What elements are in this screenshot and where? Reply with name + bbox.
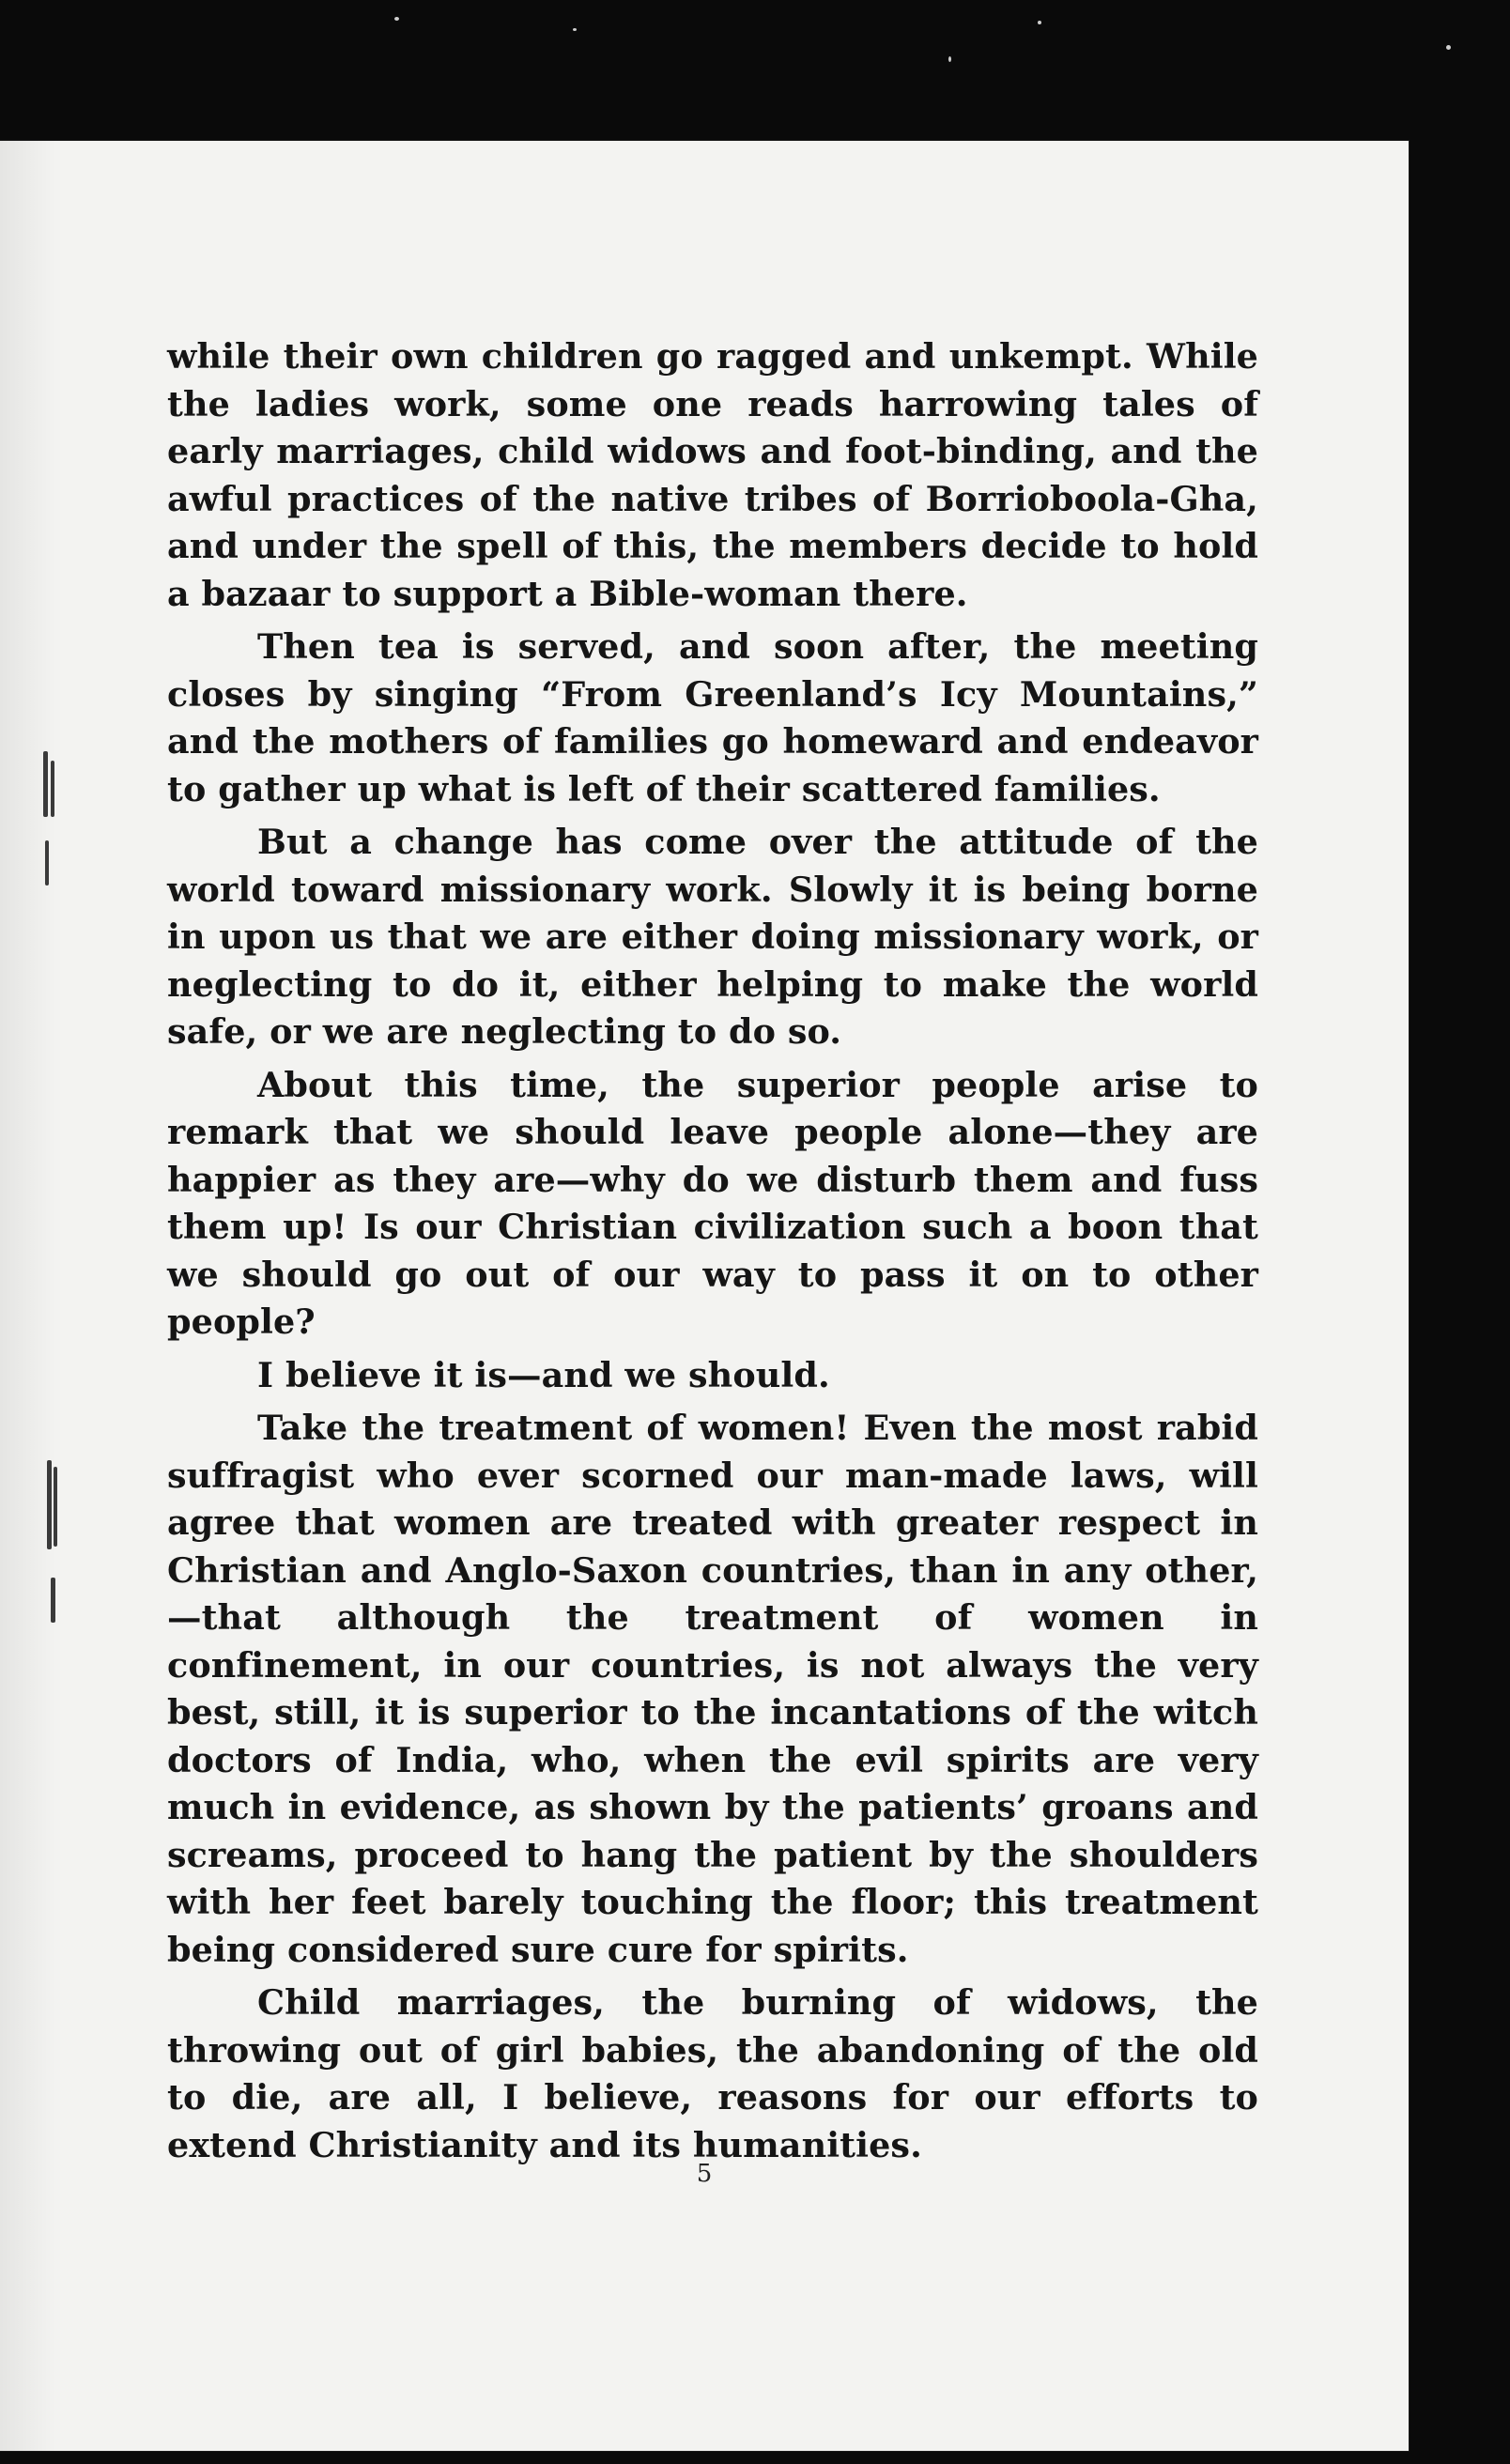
paragraph: Take the treatment of women! Even the most rabid suffragist who ever scorned our man-made laws, will agree that women are treated with greater respect in Christian and Anglo-Saxon countries, than in any other, —that although the treatment of women in confinement, in our countries, is not always the very best, still, it is superior to the incantations of the witch doctors of India, who, when the evil spirits are very much in evidence, as shown by the patients’ groans and screams, proceed to hang the patient by the shoulders with her feet barely touching the floor; this treatment being considered sure cure for spirits. [167,1408,1258,1970]
page-number: 5 [696,2160,713,2188]
dust-speck [394,17,399,21]
paragraph: Then tea is served, and soon after, the meeting closes by singing “From Greenland’s Icy Mountains,” and the mothers of families go homeward and endeavor to gather up what is left of their scattered families. [167,626,1258,809]
paragraph: Child marriages, the burning of widows, the throwing out of girl babies, the abandoning of the old to die, are all, I believe, reasons for our efforts to extend Christianity and its humanities. [167,1982,1258,2165]
paragraph: But a change has come over the attitude of the world toward missionary work. Slowly it is being borne in upon us that we are either doing missionary work, or neglecting to do it, either helping to make the world safe, or we are neglecting to do so. [167,822,1258,1052]
dust-speck [1038,21,1041,24]
dust-speck [573,28,577,31]
body-text [167,333,1258,2169]
paragraph: About this time, the superior people arise to remark that we should leave people alone—they are happier as they are—why do we disturb them and fuss them up! Is our Christian civilization such a boon that we should go out of our way to pass it on to other people? [167,1064,1258,1342]
binding-mark [54,1467,57,1547]
document-page [0,141,1409,2451]
dust-speck [1446,45,1451,50]
binding-mark [47,1460,52,1549]
dust-speck [948,56,951,62]
binding-mark [45,840,49,886]
binding-mark [43,751,48,817]
paragraph: I believe it is—and we should. [257,1354,830,1395]
paragraph: while their own children go ragged and unkempt. While the ladies work, some one reads harrowing tales of early marriages, child widows and foot-binding, and the awful practices of the native tribes of Borrioboola-Gha, and under the spell of this, the members decide to hold a bazaar to support a Bible-woman there. [167,336,1258,614]
binding-mark [51,1578,55,1623]
binding-mark [51,761,54,817]
